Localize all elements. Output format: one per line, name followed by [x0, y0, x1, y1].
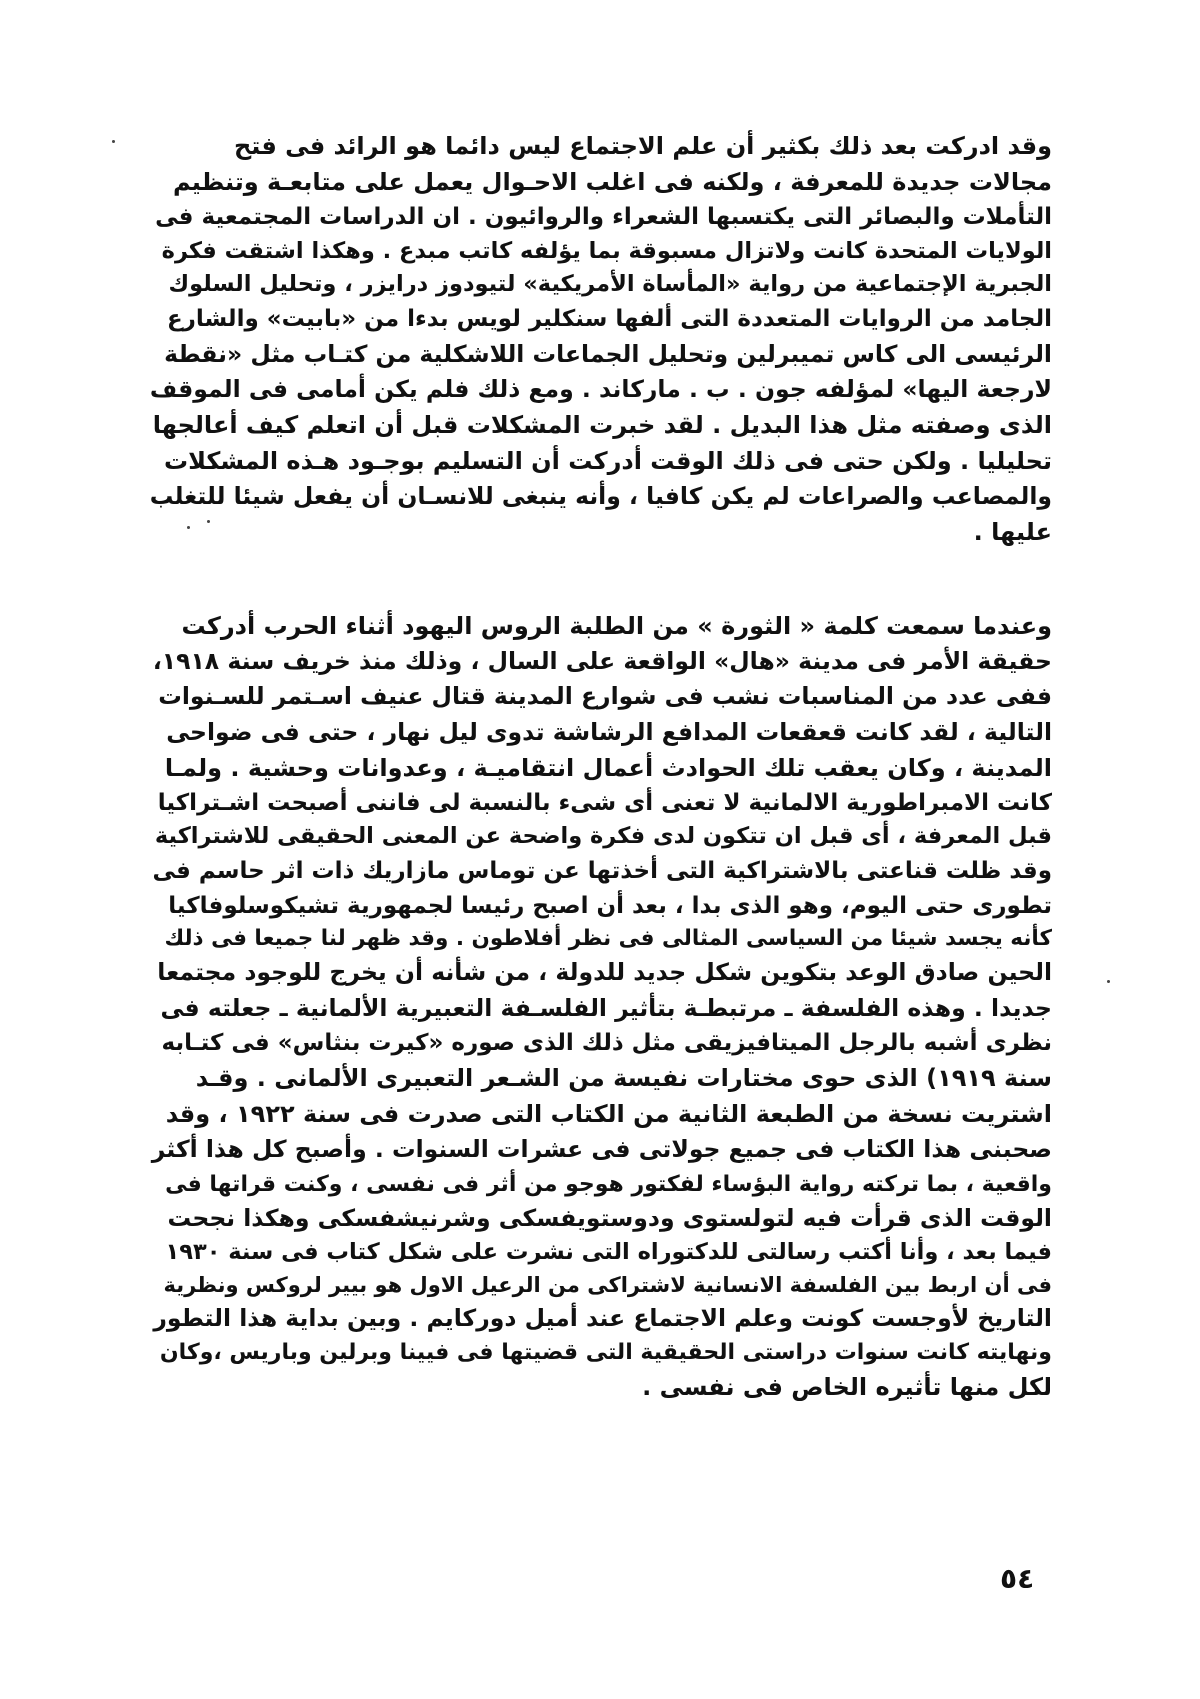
text-line: اشتريت نسخة من الطبعة الثانية من الكتاب التى صدرت فى سنة ١٩٢٢ ، وقد	[165, 1100, 1052, 1129]
text-line: التالية ، لقد كانت قعقعات المدافع الرشاشة تدوى ليل نهار ، حتى فى ضواحى	[166, 717, 1052, 746]
text-line: كأنه يجسد شيئا من السياسى المثالى فى نظر أفلاطون . وقد ظهر لنا جميعا فى ذلك	[164, 926, 1052, 951]
text-line: وقد ظلت قناعتى بالاشتراكية التى أخذتها عن توماس مازاريك ذات اثر حاسم فى	[152, 858, 1052, 884]
text-line: فيما بعد ، وأنا أكتب رسالتى للدكتوراه التى نشرت على شكل كتاب فى سنة ١٩٣٠	[165, 1238, 1052, 1265]
text-line: التاريخ لأوجست كونت وعلم الاجتماع عند أميل دوركايم . وبين بداية هذا التطور	[153, 1304, 1052, 1332]
text-line: حقيقة الأمر فى مدينة «هال» الواقعة على السال ، وذلك منذ خريف سنة ١٩١٨،	[152, 647, 1052, 675]
text-line: وعندما سمعت كلمة « الثورة » من الطلبة الروس اليهود أثناء الحرب أدركت	[181, 612, 1052, 640]
text-line: ونهايته كانت سنوات دراستى الحقيقية التى قضيتها فى فيينا وبرلين وباريس ،وكان	[159, 1340, 1052, 1366]
text-line: الوقت الذى قرأت فيه لتولستوى ودوستويفسكى وشرنيشفسكى وهكذا نجحت	[167, 1203, 1052, 1232]
text-line: الجبرية الإجتماعية من رواية «المأساة الأمريكية» لتيودوز درايزر ، وتحليل السلوك	[168, 271, 1052, 298]
text-line: جديدا . وهذه الفلسفة ـ مرتبطـة بتأثير الفلسـفة التعبيرية الألمانية ـ جعلته فى	[160, 993, 1052, 1022]
text-line: تحليليا . ولكن حتى فى ذلك الوقت أدركت أن التسليم بوجـود هـذه المشكلات	[164, 447, 1052, 475]
text-line: الذى وصفته مثل هذا البديل . لقد خبرت المشكلات قبل أن اتعلم كيف أعالجها	[152, 411, 1052, 439]
text-line: لكل منها تأثيره الخاص فى نفسى .	[642, 1373, 1052, 1402]
text-line: المدينة ، وكان يعقب تلك الحوادث أعمال انتقاميـة ، وعدوانات وحشية . ولمـا	[164, 753, 1052, 782]
scan-speck	[1107, 980, 1110, 983]
scan-speck	[112, 140, 115, 143]
paragraph-2	[150, 608, 1052, 1405]
text-line: مجالات جديدة للمعرفة ، ولكنه فى اغلب الاحـوال يعمل على متابعـة وتنظيم	[172, 168, 1052, 196]
text-line: سنة ١٩١٩) الذى حوى مختارات نفيسة من الشـعر التعبيرى الألمانى . وقـد	[195, 1064, 1052, 1093]
scan-speck	[207, 520, 210, 523]
text-line: نظرى أشبه بالرجل الميتافيزيقى مثل ذلك الذى صوره «كيرت بنثاس» فى كتـابه	[161, 1029, 1052, 1056]
text-line: لارجعة اليها» لمؤلفه جون . ب . ماركاند . ومع ذلك فلم يكن أمامى فى الموقف	[150, 374, 1052, 403]
text-line: الولايات المتحدة كانت ولاتزال مسبوقة بما يؤلفه كاتب مبدع . وهكذا اشتقت فكرة	[161, 237, 1052, 264]
text-line: الحين صادق الوعد بتكوين شكل جديد للدولة ، من شأنه أن يخرج للوجود مجتمعا	[157, 958, 1052, 987]
text-line: عليها .	[973, 518, 1052, 547]
text-line: التأملات والبصائر التى يكتسبها الشعراء والروائيون . ان الدراسات المجتمعية فى	[155, 204, 1052, 230]
text-line: والمصاعب والصراعات لم يكن كافيا ، وأنه ينبغى للانسـان أن يفعل شيئا للتغلب	[150, 482, 1052, 510]
text-line: واقعية ، بما تركته رواية البؤساء لفكتور هوجو من أثر فى نفسى ، وكنت قراتها فى	[165, 1171, 1052, 1197]
text-line: قبل المعرفة ، أى قبل ان تتكون لدى فكرة واضحة عن المعنى الحقيقى للاشتراكية	[154, 823, 1052, 850]
text-line: ففى عدد من المناسبات نشب فى شوارع المدينة قتال عنيف اسـتمر للسـنوات	[158, 682, 1052, 711]
scan-speck	[187, 526, 190, 529]
page-number: ٥٤	[1000, 1562, 1035, 1595]
text-line: كانت الامبراطورية الالمانية لا تعنى أى شىء بالنسبة لى فاننى أصبحت اشـتراكيا	[157, 789, 1052, 816]
text-line: تطورى حتى اليوم، وهو الذى بدا ، بعد أن اصبح رئيسا لجمهورية تشيكوسلوفاكيا	[168, 892, 1052, 919]
paragraph-1	[150, 128, 1052, 550]
text-line: صحبنى هذا الكتاب فى جميع جولاتى فى عشرات السنوات . وأصبح كل هذا أكثر	[151, 1135, 1052, 1164]
text-line: الجامد من الروايات المتعددة التى ألفها سنكلير لويس بدءا من «بابيت» والشارع	[166, 306, 1052, 332]
text-line: فى أن اربط بين الفلسفة الانسانية لاشتراكى من الرعيل الاول هو بيير لروكس ونظرية	[163, 1272, 1052, 1297]
text-line: وقد ادركت بعد ذلك بكثير أن علم الاجتماع ليس دائما هو الرائد فى فتح	[234, 132, 1052, 160]
text-line: الرئيسى الى كاس تميبرلين وتحليل الجماعات اللاشكلية من كتـاب مثل «نقطة	[164, 339, 1052, 368]
